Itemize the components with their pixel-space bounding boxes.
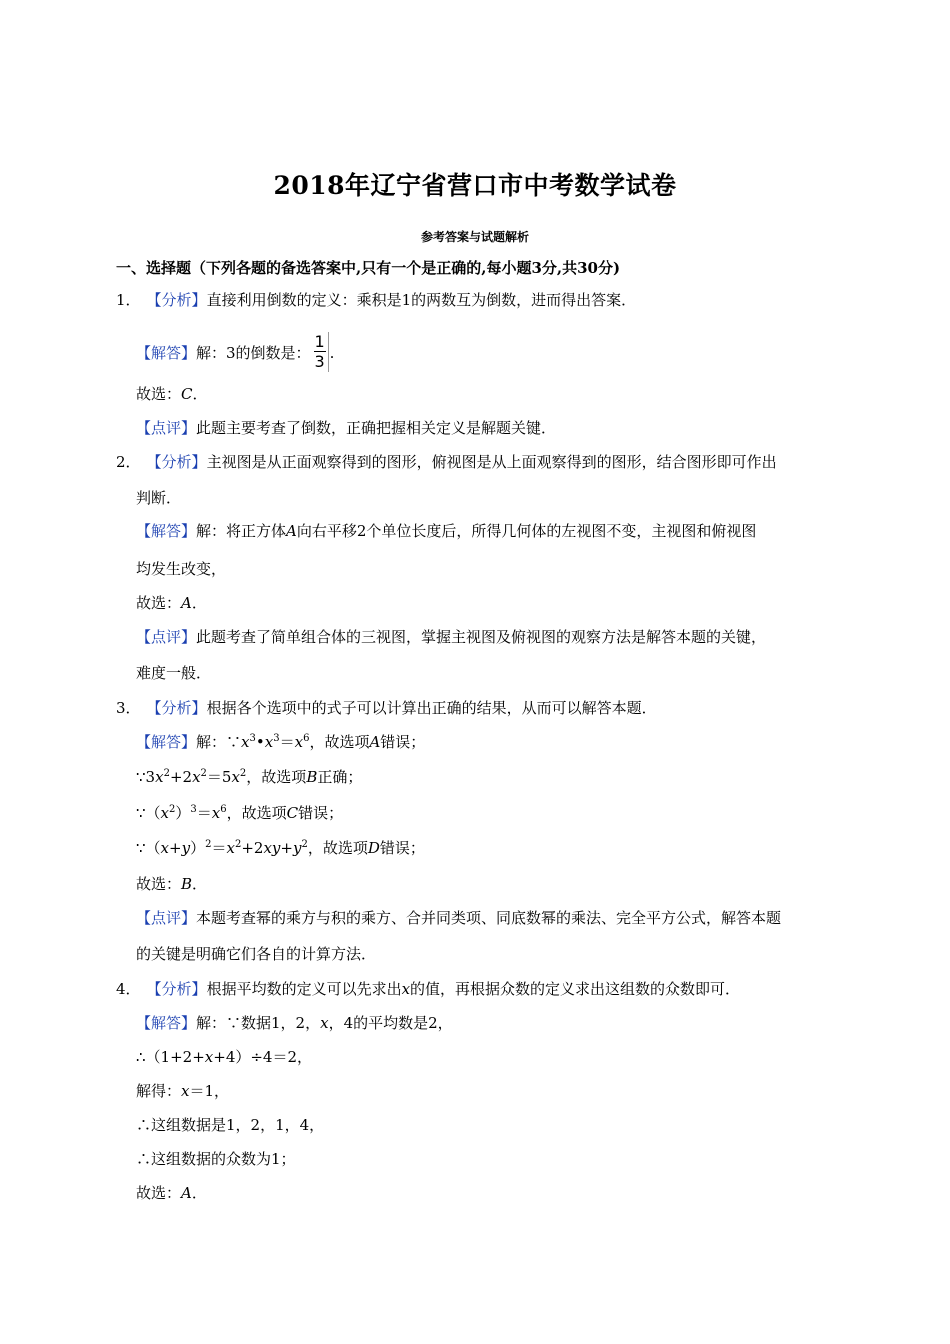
q2-answer-cont: 均发生改变， <box>136 560 227 578</box>
q2-analysis <box>116 452 777 472</box>
q3-answer-line-c: $\because(x^2)^3=x^6$，故选项C错误； <box>136 804 344 822</box>
choice-end: ． <box>191 1184 207 1202</box>
q4-analysis-a: 根据平均数的定义可以先求出 <box>206 980 402 998</box>
q1-answer <box>136 333 334 373</box>
q1-answer-text: 解：3的倒数是： <box>196 344 311 362</box>
q1-comment <box>136 418 556 438</box>
analysis-tag: 【分析】 <box>146 291 207 309</box>
q2-analysis-cont: 判断． <box>136 489 182 507</box>
q4-line2-a: ∴（1+2+ <box>136 1048 205 1066</box>
q4-line3-a: 解得： <box>136 1082 182 1100</box>
q2-choice <box>136 593 207 613</box>
q3-comment-text: 本题考查幂的乘方与积的乘方、合并同类项、同底数幂的乘法、完全平方公式，解答本题 <box>196 909 782 927</box>
fraction-numerator: 1 <box>314 332 325 351</box>
q4-choice <box>136 1183 207 1203</box>
answer-tag: 【解答】 <box>136 733 197 751</box>
q4-line-2 <box>136 1047 312 1067</box>
q2-answer <box>136 521 756 541</box>
q2-analysis-text: 主视图是从正面观察得到的图形，俯视图是从上面观察得到的图形，结合图形即可作出 <box>206 453 777 471</box>
q4-answer <box>136 1013 453 1033</box>
fraction-denominator: 3 <box>314 352 325 371</box>
q3-choice <box>136 874 207 894</box>
q1-analysis <box>116 290 636 310</box>
answer-tag: 【解答】 <box>136 344 197 362</box>
q4-answer-b: ，4的平均数是2， <box>328 1014 453 1032</box>
q4-analysis-b: 的值，再根据众数的定义求出这组数的众数即可． <box>410 980 741 998</box>
q3-answer-line-a: 【解答】解：$\because x^3•x^3=x^6$，故选项A错误； <box>136 733 426 751</box>
analysis-tag: 【分析】 <box>146 699 207 717</box>
answer-tag: 【解答】 <box>136 522 197 540</box>
q2-number: 2． <box>116 453 141 471</box>
choice-letter: A <box>181 1184 192 1202</box>
q4-line3-var: x <box>181 1082 190 1100</box>
q2-answer-var: A <box>286 522 297 540</box>
q2-comment-cont: 难度一般． <box>136 664 212 682</box>
q4-line2-var: x <box>204 1048 214 1066</box>
section-heading: 一、选择题（下列各题的备选答案中,只有一个是正确的,每小题3分,共30分) <box>116 259 621 277</box>
q3-answer-line-d: $\because(x+y)^2=x^2+2xy+y^2$，故选项D错误； <box>136 839 425 857</box>
comment-tag: 【点评】 <box>136 628 197 646</box>
q3-number: 3． <box>116 699 141 717</box>
q1-number: 1． <box>116 291 141 309</box>
q2-answer-text-a: 解：将正方体 <box>196 522 287 540</box>
q4-line-3 <box>136 1081 229 1101</box>
q3-analysis-text: 根据各个选项中的式子可以计算出正确的结果，从而可以解答本题． <box>206 699 657 717</box>
q1-choice <box>136 384 208 404</box>
choice-letter: C <box>181 385 193 403</box>
q3-answer-line-b: $\because 3x^2+2x^2=5x^2$，故选项B正确； <box>136 768 363 786</box>
fraction-edge <box>328 332 329 372</box>
choice-end: ． <box>192 875 208 893</box>
choice-prefix: 故选： <box>136 594 182 612</box>
q1-answer-period: . <box>329 344 335 362</box>
q4-number: 4． <box>116 980 141 998</box>
q4-analysis <box>116 979 740 999</box>
q4-line-4: ∴这组数据是1，2，1，4， <box>136 1116 325 1134</box>
choice-letter: A <box>181 594 192 612</box>
q4-answer-var: x <box>320 1014 329 1032</box>
q2-comment <box>136 627 766 647</box>
q2-comment-text: 此题考查了简单组合体的三视图，掌握主视图及俯视图的观察方法是解答本题的关键， <box>196 628 767 646</box>
q4-answer-a: 解：∵数据1，2， <box>196 1014 321 1032</box>
comment-tag: 【点评】 <box>136 909 197 927</box>
analysis-tag: 【分析】 <box>146 453 207 471</box>
q4-line-5: ∴这组数据的众数为1； <box>136 1150 296 1168</box>
q3-comment <box>136 908 781 928</box>
choice-prefix: 故选： <box>136 1184 182 1202</box>
q4-analysis-var: x <box>401 980 411 998</box>
q3-analysis <box>116 698 657 718</box>
choice-end: ． <box>192 385 208 403</box>
fraction-one-third <box>313 332 329 372</box>
choice-end: ． <box>191 594 207 612</box>
analysis-tag: 【分析】 <box>146 980 207 998</box>
q2-answer-text-b: 向右平移2个单位长度后，所得几何体的左视图不变，主视图和俯视图 <box>296 522 757 540</box>
choice-letter: B <box>181 875 193 893</box>
q4-line3-b: ＝1， <box>189 1082 230 1100</box>
q4-line2-b: +4）÷4＝2， <box>213 1048 313 1066</box>
choice-prefix: 故选： <box>136 875 182 893</box>
q1-comment-text: 此题主要考查了倒数，正确把握相关定义是解题关键． <box>196 419 557 437</box>
comment-tag: 【点评】 <box>136 419 197 437</box>
q1-analysis-text: 直接利用倒数的定义：乘积是1的两数互为倒数，进而得出答案． <box>206 291 637 309</box>
q3-comment-cont: 的关键是明确它们各自的计算方法． <box>136 945 377 963</box>
choice-prefix: 故选： <box>136 385 182 403</box>
page-subtitle: 参考答案与试题解析 <box>420 230 529 244</box>
page-title: 2018年辽宁省营口市中考数学试卷 <box>273 171 677 200</box>
answer-tag: 【解答】 <box>136 1014 197 1032</box>
